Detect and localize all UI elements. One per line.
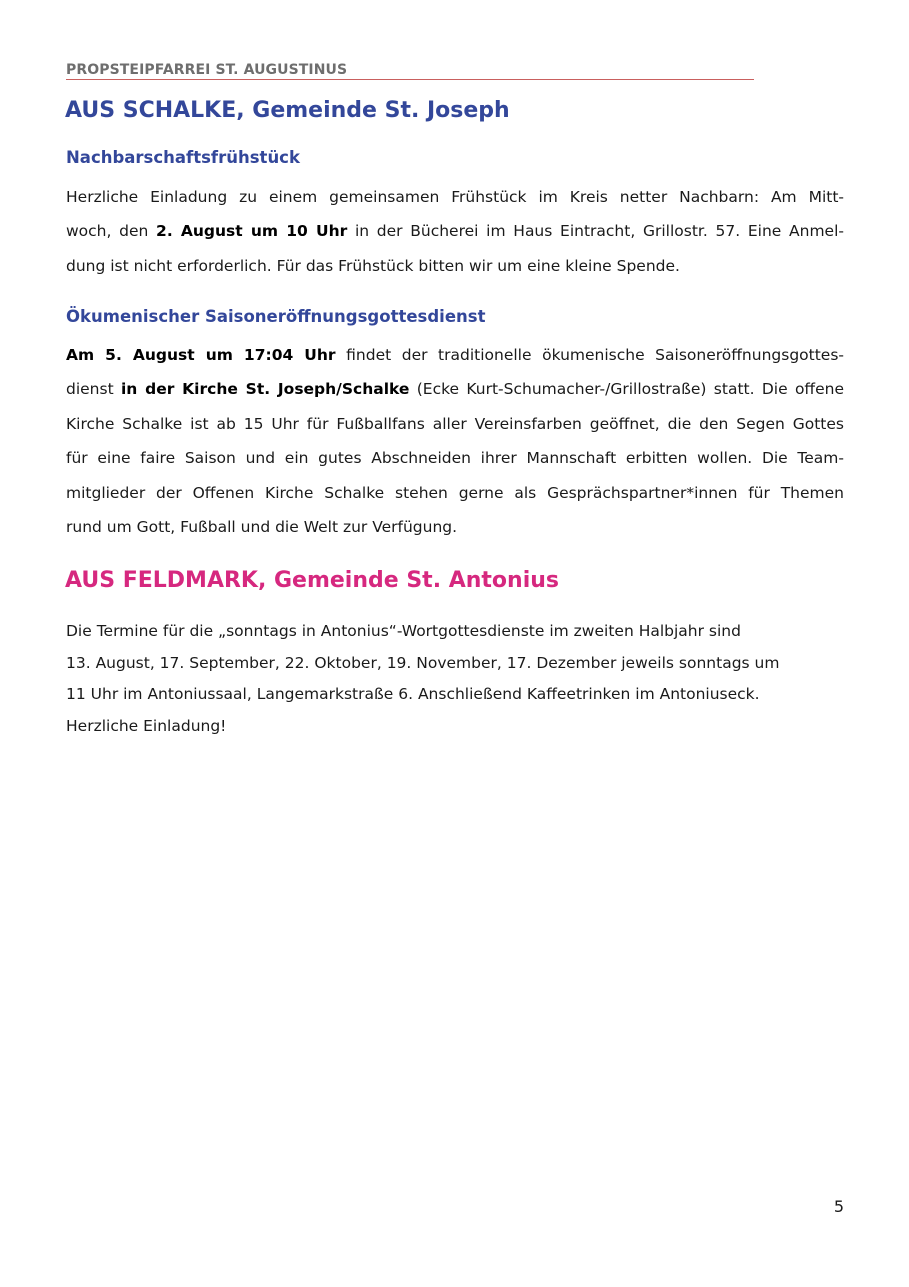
subheading-oekumenischer-gottesdienst: Ökumenischer Saisoneröffnungsgottesdienst [66,307,486,326]
text-line [66,372,844,406]
running-header: PROPSTEIPFARREI ST. AUGUSTINUS [66,62,754,80]
text-line: 11 Uhr im Antoniussaal, Langemarkstraße 6. Anschließend Kaffeetrinken im Antoniuseck. [66,685,760,703]
page-number: 5 [833,1197,844,1216]
text-line: rund um Gott, Fußball und die Welt zur Verfügung. [66,517,458,536]
text-run: (Ecke Kurt-Schumacher-/Grillostraße) statt. Die offene [409,380,845,399]
section-title-schalke: AUS SCHALKE, Gemeinde St. Joseph [65,98,510,123]
paragraph-feldmark-termine [66,616,844,742]
paragraph-nachbarschaftsfruehstueck [66,180,844,283]
date-highlight: 2. August um 10 Uhr [156,222,348,241]
subheading-nachbarschaftsfruehstueck: Nachbarschaftsfrühstück [66,148,300,167]
text-line: dung ist nicht erforderlich. Für das Frühstück bitten wir um eine kleine Spende. [66,256,680,275]
text-line: mitglieder der Offenen Kirche Schalke stehen gerne als Gesprächspartner*innen für Themen [66,483,844,502]
text-line: 13. August, 17. September, 22. Oktober, 19. November, 17. Dezember jeweils sonntags um [66,653,780,672]
text-run: woch, den [66,222,157,241]
date-highlight: Am 5. August um 17:04 Uhr [66,346,336,364]
section-title-feldmark: AUS FELDMARK, Gemeinde St. Antonius [65,568,559,593]
paragraph-oekumenischer-gottesdienst [66,338,844,544]
text-line: Die Termine für die „sonntags in Antonius“-Wortgottesdienste im zweiten Halbjahr sind [66,622,741,640]
text-line: Kirche Schalke ist ab 15 Uhr für Fußballfans aller Vereinsfarben geöffnet, die den Segen Gottes [66,414,844,433]
text-line [66,214,844,248]
location-highlight: in der Kirche St. Joseph/Schalke [120,380,410,399]
text-line: Herzliche Einladung! [66,716,227,735]
text-line: Herzliche Einladung zu einem gemeinsamen Frühstück im Kreis netter Nachbarn: Am Mitt- [66,188,844,206]
text-run: findet der traditionelle ökumenische Saisoneröffnungsgottes- [335,346,845,364]
text-run: in der Bücherei im Haus Eintracht, Grillostr. 57. Eine Anmel- [347,222,844,241]
text-run: dienst [66,380,121,399]
text-line: für eine faire Saison und ein gutes Abschneiden ihrer Mannschaft erbitten wollen. Die Team- [66,449,844,468]
text-line [66,338,844,372]
